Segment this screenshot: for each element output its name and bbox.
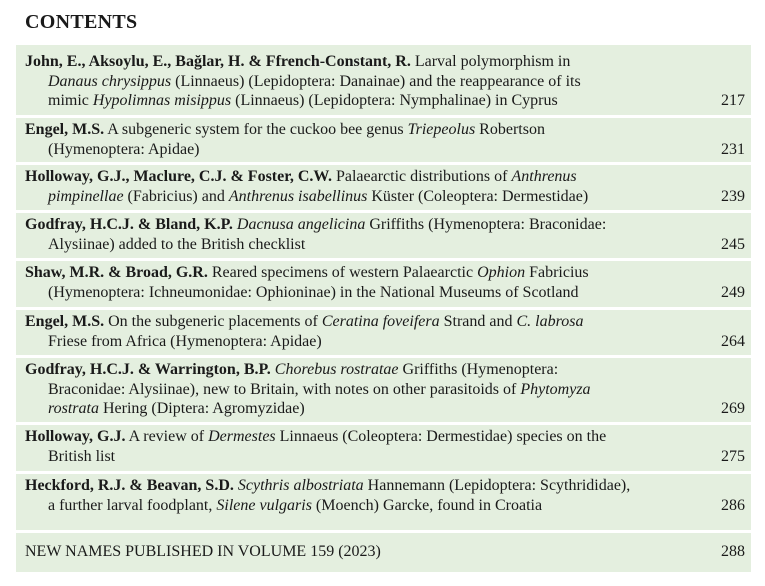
entry-divider: [16, 115, 751, 118]
entry-page-number: 217: [721, 92, 745, 109]
entry-page-number: 245: [721, 235, 745, 253]
contents-heading: CONTENTS: [25, 11, 138, 33]
entry-title-text: (Linnaeus) (Lepidoptera: Nymphalinae) in Cyprus: [231, 92, 558, 109]
taxon-name: Chorebus rostratae: [274, 361, 399, 378]
entry-line: [25, 120, 685, 140]
entry-text: [25, 120, 685, 159]
entry-divider: [16, 162, 751, 165]
taxon-name: Scythris albostriata: [237, 477, 364, 494]
entry-divider: [16, 258, 751, 261]
toc-entry[interactable]: [25, 427, 745, 466]
entry-page-number: 264: [721, 332, 745, 350]
entry-title-text: Alysiinae) added to the British checklist: [48, 235, 306, 253]
entry-authors: Engel, M.S.: [25, 313, 105, 330]
entry-line: [25, 496, 685, 516]
entry-title-text: British list: [48, 447, 116, 465]
entry-line: [25, 312, 685, 332]
footer-page-number: 288: [721, 543, 745, 560]
entry-authors: Engel, M.S.: [25, 121, 105, 138]
toc-entry[interactable]: [25, 476, 745, 515]
toc-entry[interactable]: [25, 312, 745, 351]
entry-line: [25, 399, 685, 419]
entry-text: [25, 263, 685, 302]
entry-line: [25, 187, 685, 207]
toc-entry[interactable]: [25, 263, 745, 302]
entry-line: [25, 91, 685, 111]
taxon-name: Danaus chrysippus: [48, 72, 172, 90]
entry-title-text: (Hymenoptera: Ichneumonidae: Ophioninae) in the National Museums of Scotland: [48, 283, 579, 301]
taxon-name: Dacnusa angelicina: [236, 216, 366, 233]
entry-line: [25, 235, 685, 255]
entry-authors: Godfray, H.C.J. & Warrington, B.P.: [25, 361, 271, 378]
entry-authors: Holloway, G.J.: [25, 428, 126, 445]
entry-text: [25, 52, 685, 111]
entry-title-text: Braconidae: Alysiinae), new to Britain, with notes on other parasitoids of: [48, 380, 521, 398]
taxon-name: C. labrosa: [516, 313, 584, 330]
entry-divider: [16, 355, 751, 358]
taxon-name: Ophion: [477, 264, 526, 281]
entry-line: [25, 72, 685, 92]
entry-text: [25, 360, 685, 419]
toc-entry[interactable]: [25, 120, 745, 159]
taxon-name: Ceratina foveifera: [321, 313, 440, 330]
entry-title-text: Reared specimens of western Palaearctic: [207, 264, 478, 281]
entry-authors: Holloway, G.J., Maclure, C.J. & Foster, C.W.: [25, 168, 332, 185]
entry-title-text: Friese from Africa (Hymenoptera: Apidae): [48, 332, 322, 350]
entry-line: [25, 360, 685, 380]
taxon-name: Hypolimnas misippus: [92, 92, 232, 109]
entry-title-text: Küster (Coleoptera: Dermestidae): [367, 187, 589, 205]
entry-title-text: A subgeneric system for the cuckoo bee genus: [104, 121, 408, 138]
entry-title-text: Griffiths (Hymenoptera:: [398, 361, 559, 378]
toc-entry[interactable]: [25, 167, 745, 206]
entry-title-text: Fabricius: [525, 264, 589, 281]
entry-page-number: 275: [721, 447, 745, 465]
entry-title-text: (Hymenoptera: Apidae): [48, 140, 200, 158]
entry-title-text: Larval polymorphism in: [410, 53, 571, 70]
footer-entry[interactable]: [25, 542, 745, 562]
entry-text: [25, 476, 685, 515]
entry-title-text: Linnaeus (Coleoptera: Dermestidae) species on the: [275, 428, 607, 445]
taxon-name: rostrata: [48, 400, 99, 417]
entry-title-text: (Linnaeus) (Lepidoptera: Danainae) and the reappearance of its: [171, 72, 581, 90]
entry-title-text: Palaearctic distributions of: [331, 168, 512, 185]
entry-title-text: Robertson: [475, 121, 545, 138]
entry-title-text: A review of: [125, 428, 209, 445]
entry-title-text: Griffiths (Hymenoptera: Braconidae:: [365, 216, 607, 233]
entry-divider: [16, 210, 751, 213]
entry-title-text: mimic: [48, 92, 93, 109]
entry-title-text: Hannemann (Lepidoptera: Scythrididae),: [363, 477, 631, 494]
entry-line: [25, 427, 685, 447]
entry-divider: [16, 471, 751, 474]
entry-line: [25, 52, 685, 72]
entry-line: [25, 167, 685, 187]
taxon-name: Phytomyza: [520, 380, 591, 398]
taxon-name: Dermestes: [208, 428, 276, 445]
entry-title-text: (Fabricius) and: [123, 187, 229, 205]
entry-authors: John, E., Aksoylu, E., Bağlar, H. & Ffrench-Constant, R.: [25, 53, 411, 70]
entry-text: [25, 427, 685, 466]
entry-text: [25, 167, 685, 206]
entry-line: [25, 140, 685, 160]
entry-divider: [16, 422, 751, 425]
taxon-name: Anthrenus: [511, 168, 577, 185]
entry-line: [25, 215, 685, 235]
entry-page-number: 239: [721, 187, 745, 205]
entry-text: [25, 312, 685, 351]
entry-line: [25, 332, 685, 352]
entry-title-text: Hering (Diptera: Agromyzidae): [98, 400, 305, 417]
taxon-name: pimpinellae: [48, 187, 124, 205]
entry-title-text: a further larval foodplant,: [48, 496, 217, 514]
entry-authors: Shaw, M.R. & Broad, G.R.: [25, 264, 208, 281]
entry-line: [25, 283, 685, 303]
entry-page-number: 249: [721, 283, 745, 301]
toc-entry[interactable]: [25, 52, 745, 111]
toc-entry[interactable]: [25, 360, 745, 419]
entry-page-number: 269: [721, 400, 745, 417]
entry-divider: [16, 530, 751, 533]
entry-divider: [16, 307, 751, 310]
entry-authors: Godfray, H.C.J. & Bland, K.P.: [25, 216, 233, 233]
entry-authors: Heckford, R.J. & Beavan, S.D.: [25, 477, 234, 494]
entry-page-number: 231: [721, 140, 745, 158]
entry-title-text: (Moench) Garcke, found in Croatia: [311, 496, 543, 514]
entry-title-text: Strand and: [439, 313, 517, 330]
taxon-name: Silene vulgaris: [216, 496, 312, 514]
entry-text: [25, 215, 685, 254]
entry-line: [25, 380, 685, 400]
entry-line: [25, 476, 685, 496]
taxon-name: Anthrenus isabellinus: [228, 187, 368, 205]
toc-entry[interactable]: [25, 215, 745, 254]
entry-line: [25, 263, 685, 283]
entry-line: [25, 447, 685, 467]
footer-label: NEW NAMES PUBLISHED IN VOLUME 159 (2023): [25, 543, 381, 560]
taxon-name: Triepeolus: [407, 121, 476, 138]
entry-page-number: 286: [721, 496, 745, 514]
entry-title-text: On the subgeneric placements of: [104, 313, 322, 330]
